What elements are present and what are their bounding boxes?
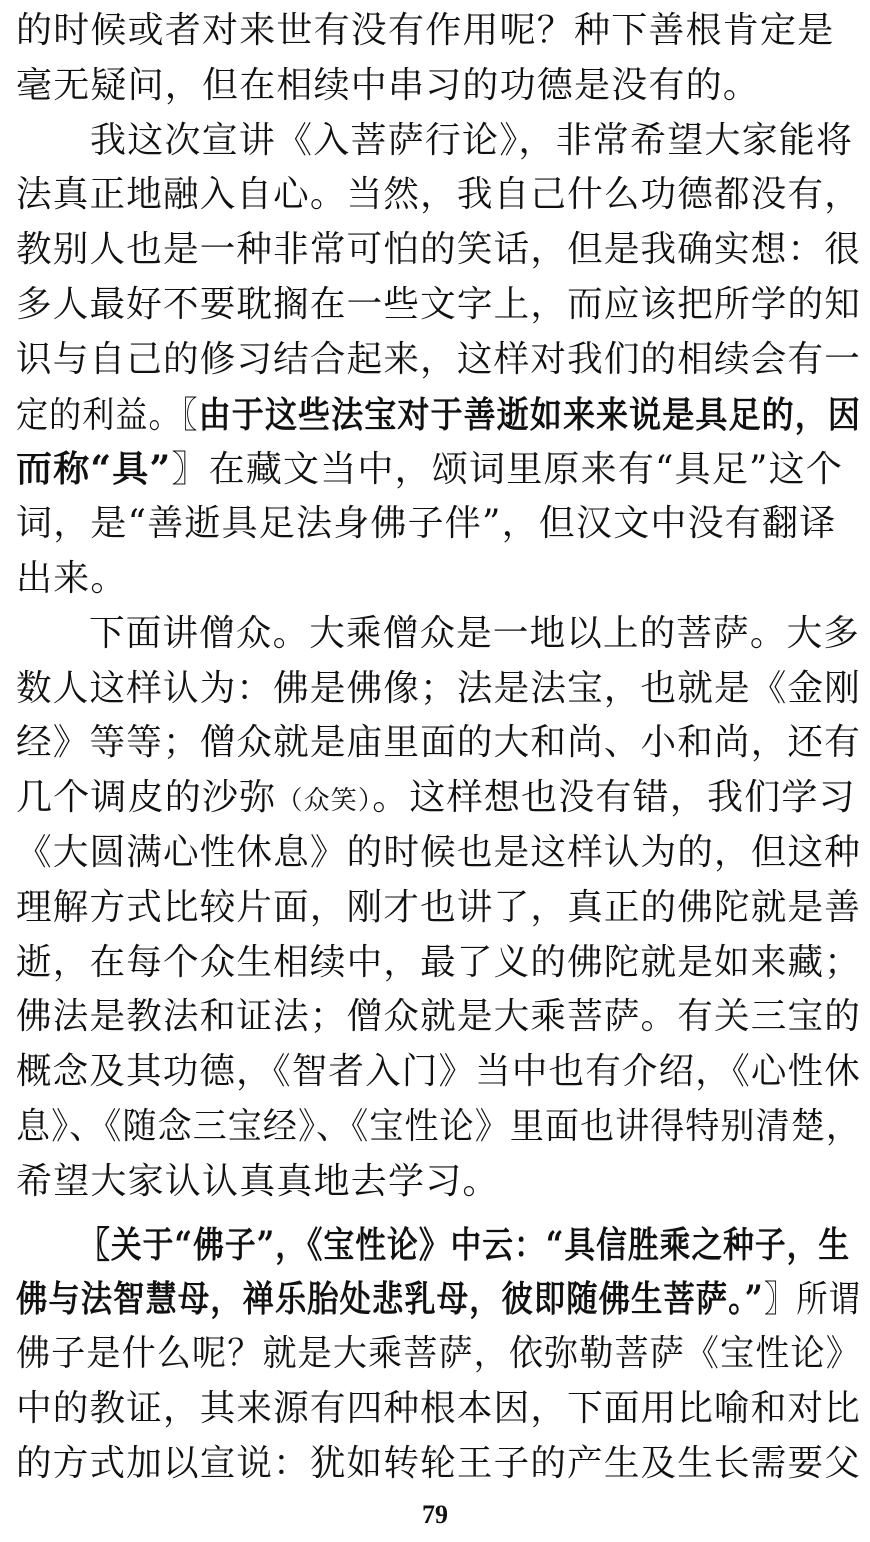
text-span: 毫无疑问，但在相续中串习的功德是没有的。 xyxy=(16,64,761,106)
text-span: 法真正地融入自心。当然，我自己什么功德都没有， xyxy=(16,174,861,216)
text-span: 中的教证，其来源有四种根本因，下面用比喻和对比 xyxy=(16,1387,861,1429)
text-line xyxy=(16,1155,861,1210)
text-line xyxy=(16,278,861,333)
text-line xyxy=(16,442,861,497)
text-line xyxy=(16,59,861,114)
text-line xyxy=(16,662,861,717)
text-span: 希望大家认认真真地去学习。 xyxy=(16,1160,500,1202)
text-line xyxy=(16,168,861,223)
text-line xyxy=(16,497,861,552)
bold-annotation-span: 而称“具” xyxy=(16,448,172,491)
text-span: 经》等等；僧众就是庙里面的大和尚、小和尚，还有 xyxy=(16,722,861,764)
text-span: 多人最好不要耽搁在一些文字上，而应该把所学的知 xyxy=(16,283,861,325)
text-span: 几个调皮的沙弥 xyxy=(16,777,277,819)
text-line xyxy=(16,881,861,936)
text-span: 的方式加以宣说：犹如转轮王子的产生及生长需要父 xyxy=(16,1442,861,1484)
text-span: 理解方式比较片面，刚才也讲了，真正的佛陀就是善 xyxy=(16,886,861,928)
text-span: 教别人也是一种非常可怕的笑话，但是我确实想：很 xyxy=(16,229,861,271)
page-number: 79 xyxy=(422,1500,448,1529)
text-span: 息》、《随念三宝经》、《宝性论》里面也讲得特别清楚， xyxy=(16,1105,861,1147)
text-span: 〗在藏文当中，颂词里原来有“具足”这个 xyxy=(171,449,844,491)
text-line xyxy=(16,826,861,881)
text-line xyxy=(16,1382,861,1437)
text-span: 词，是“善逝具足法身佛子伴”，但汉文中没有翻译 xyxy=(16,503,837,545)
text-span: 的时候或者对来世有没有作用呢？种下善根肯定是 xyxy=(16,10,835,51)
text-line xyxy=(16,990,861,1045)
text-line xyxy=(16,1327,861,1382)
text-line xyxy=(16,1100,861,1155)
text-span: 概念及其功德，《智者入门》当中也有介绍，《心性休 xyxy=(16,1051,861,1093)
paragraph-start-line xyxy=(16,607,860,662)
text-line xyxy=(16,1045,861,1100)
text-line xyxy=(16,1272,861,1327)
text-span: 《大圆满心性休息》的时候也是这样认为的，但这种 xyxy=(16,831,861,873)
text-line xyxy=(16,552,861,607)
text-span: 逝，在每个众生相续中，最了义的佛陀就是如来藏； xyxy=(16,941,861,983)
text-span: 下面讲僧众。大乘僧众是一地以上的菩萨。大多 xyxy=(89,612,860,654)
text-span: 定的利益。〖 xyxy=(16,394,199,436)
text-line xyxy=(16,4,861,59)
text-span: 数人这样认为：佛是佛像；法是法宝，也就是《金刚 xyxy=(16,667,861,709)
text-span: 佛法是教法和证法；僧众就是大乘菩萨。有关三宝的 xyxy=(16,996,861,1038)
text-line xyxy=(16,223,861,278)
text-span: 〗所谓 xyxy=(763,1279,861,1321)
bold-annotation-span: 佛与法智慧母，禅乐胎处悲乳母，彼即随佛生菩萨。” xyxy=(16,1278,764,1321)
bold-annotation-span: 由于这些法宝对于善逝如来来说是具足的，因 xyxy=(198,393,861,436)
text-line xyxy=(16,333,861,388)
text-span: 我这次宣讲《入菩萨行论》，非常希望大家能将 xyxy=(90,119,854,161)
bold-annotation-span: 〖关于“佛子”，《宝性论》中云：“具信胜乘之种子，生 xyxy=(79,1223,851,1266)
text-line xyxy=(16,771,861,826)
text-line xyxy=(16,388,861,443)
text-span: 。这样想也没有错，我们学习 xyxy=(372,777,856,819)
text-span: 佛子是什么呢？就是大乘菩萨，依弥勒菩萨《宝性论》 xyxy=(16,1333,861,1375)
text-span: 出来。 xyxy=(16,557,128,599)
paragraph-start-line xyxy=(16,114,861,169)
text-line xyxy=(16,1437,861,1492)
small-note-span: （众笑） xyxy=(276,786,373,817)
paragraph-start-line xyxy=(16,1218,851,1273)
text-span: 识与自己的修习结合起来，这样对我们的相续会有一 xyxy=(16,338,861,380)
page-body xyxy=(16,0,861,1492)
text-line xyxy=(16,936,861,991)
text-line xyxy=(16,716,861,771)
